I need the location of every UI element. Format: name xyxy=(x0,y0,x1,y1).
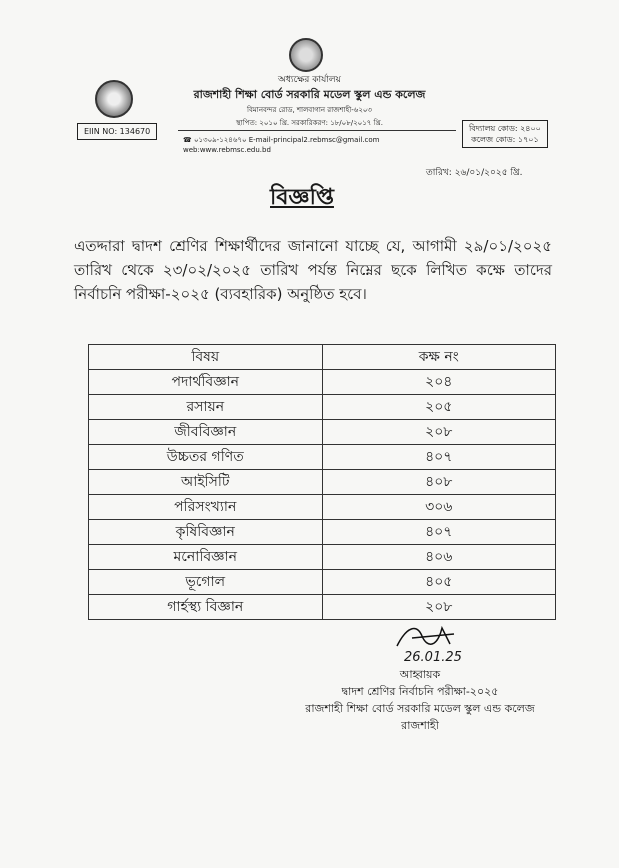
table-row xyxy=(89,495,556,520)
school-code: বিদ্যালয় কোড: ২৪০০ xyxy=(469,124,541,133)
room-cell: ৪০৫ xyxy=(322,570,556,595)
room-cell: ৪০৮ xyxy=(322,470,556,495)
subject-cell: পদার্থবিজ্ঞান xyxy=(89,370,323,395)
signature-mark xyxy=(392,618,462,654)
subject-cell: মনোবিজ্ঞান xyxy=(89,545,323,570)
signer-committee: দ্বাদশ শ্রেণির নির্বাচনি পরীক্ষা-২০২৫ xyxy=(341,685,499,698)
subject-cell: গার্হস্থ্য বিজ্ঞান xyxy=(89,595,323,620)
eiin-box: EIIN NO: 134670 xyxy=(77,123,157,140)
subject-cell: আইসিটি xyxy=(89,470,323,495)
notice-date: তারিখ: ২৬/০১/২০২৫ খ্রি. xyxy=(426,168,523,178)
header-divider xyxy=(178,130,456,131)
subject-cell: জীববিজ্ঞান xyxy=(89,420,323,445)
subject-cell: রসায়ন xyxy=(89,395,323,420)
code-box xyxy=(462,120,548,148)
room-header: কক্ষ নং xyxy=(322,345,556,370)
signer-city: রাজশাহী xyxy=(401,719,439,732)
table-row xyxy=(89,445,556,470)
room-cell: ২০৮ xyxy=(322,595,556,620)
subject-cell: পরিসংখ্যান xyxy=(89,495,323,520)
room-cell: ৪০৭ xyxy=(322,445,556,470)
established-info: স্থাপিত: ২০১০ খ্রি. সরকারিকরণ: ১৮/০৮/২০১৭ খ্রি. xyxy=(236,119,383,127)
table-row xyxy=(89,470,556,495)
subject-header: বিষয় xyxy=(89,345,323,370)
room-cell: ২০৪ xyxy=(322,370,556,395)
government-emblem-icon xyxy=(289,38,323,72)
notice-body: এতদ্দারা দ্বাদশ শ্রেণির শিক্ষার্থীদের জানানো যাচ্ছে যে, আগামী ২৯/০১/২০২৫ তারিখ থেকে ২৩/০২/২০২৫ তারিখ পর্যন্ত নিম্নের ছকে লিখিত কক্ষে তাদের নির্বাচনি পরীক্ষা-২০২৫ (ব্যবহারিক) অনুষ্ঠিত হবে। xyxy=(74,237,552,303)
office-label: অধ্যক্ষের কার্যালয় xyxy=(278,75,341,85)
signer-institution: রাজশাহী শিক্ষা বোর্ড সরকারি মডেল স্কুল এন্ড কলেজ xyxy=(305,702,535,715)
room-cell: ২০৮ xyxy=(322,420,556,445)
subject-cell: ভূগোল xyxy=(89,570,323,595)
institution-name: রাজশাহী শিক্ষা বোর্ড সরকারি মডেল স্কুল এন্ড কলেজ xyxy=(193,88,426,101)
contact-info: ☎ ০১৩০৯-১২৪৬৭০ E-mail-principal2.rebmsc@gmail.com web:www.rebmsc.edu.bd xyxy=(183,136,380,154)
room-cell: ২০৫ xyxy=(322,395,556,420)
notice-title: বিজ্ঞপ্তি xyxy=(270,185,334,210)
table-row xyxy=(89,570,556,595)
subject-cell: উচ্চতর গণিত xyxy=(89,445,323,470)
table-row xyxy=(89,370,556,395)
table-row xyxy=(89,420,556,445)
table-row xyxy=(89,545,556,570)
table-row xyxy=(89,395,556,420)
room-cell: ৪০৭ xyxy=(322,520,556,545)
room-cell: ৩০৬ xyxy=(322,495,556,520)
signature-date: 26.01.25 xyxy=(404,650,462,665)
table-header-row xyxy=(89,345,556,370)
institution-address: বিমানবন্দর রোড, শালবাগান রাজশাহী-৬২০৩ xyxy=(247,106,372,114)
subject-cell: কৃষিবিজ্ঞান xyxy=(89,520,323,545)
room-cell: ৪০৬ xyxy=(322,545,556,570)
signer-role: আহ্বায়ক xyxy=(399,668,441,681)
table-row xyxy=(89,520,556,545)
table-row xyxy=(89,595,556,620)
room-table xyxy=(88,344,556,620)
college-code: কলেজ কোড: ১৭০১ xyxy=(471,135,539,144)
